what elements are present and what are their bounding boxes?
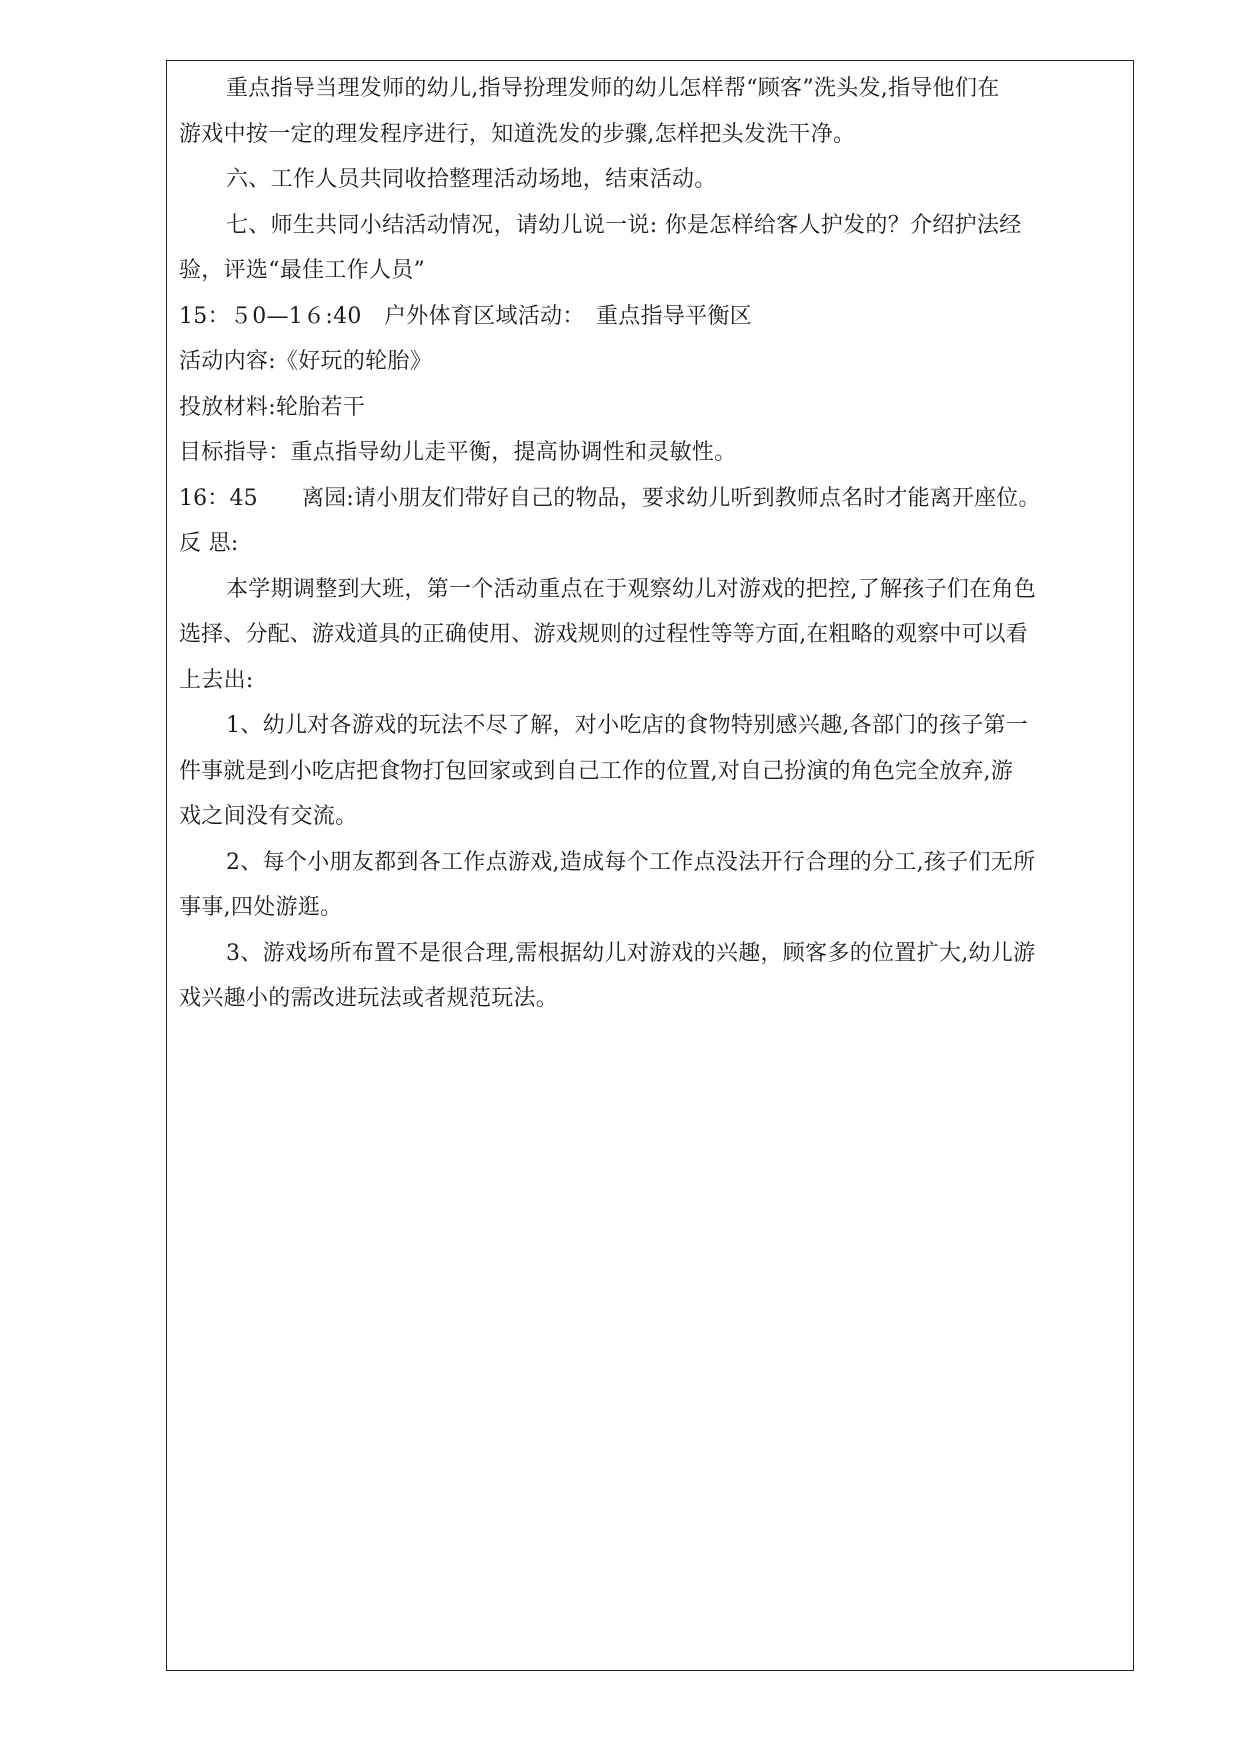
paragraph-line: 件事就是到小吃店把食物打包回家或到自己工作的位置,对自己扮演的角色完全放弃,游	[179, 758, 1013, 784]
paragraph-line: 1、幼儿对各游戏的玩法不尽了解，对小吃店的食物特别感兴趣,各部门的孩子第一	[226, 713, 1029, 738]
paragraph-line: 六、工作人员共同收拾整理活动场地，结束活动。	[226, 167, 717, 192]
paragraph-line: 戏兴趣小的需改进玩法或者规范玩法。	[179, 986, 559, 1011]
paragraph-line: 事事,四处游逛。	[179, 895, 343, 920]
paragraph-line: 七、师生共同小结活动情况，请幼儿说一说: 你是怎样给客人护发的？介绍护法经	[226, 212, 1022, 238]
goal-line: 目标指导：重点指导幼儿走平衡，提高协调性和灵敏性。	[179, 440, 737, 465]
paragraph-line: 验，评选“最佳工作人员”	[179, 258, 426, 283]
schedule-line: 15：５0—1６:40 户外体育区域活动： 重点指导平衡区	[179, 303, 753, 329]
document-frame	[166, 60, 1134, 1671]
paragraph-line: 游戏中按一定的理发程序进行，知道洗发的步骤,怎样把头发洗干净。	[179, 121, 856, 147]
document-body	[179, 66, 1121, 1022]
paragraph-line: 上去出:	[179, 667, 254, 693]
activity-content-line: 活动内容:《好玩的轮胎》	[179, 349, 433, 374]
dismissal-line: 16：45 离园:请小朋友们带好自己的物品，要求幼儿听到教师点名时才能离开座位。	[179, 485, 1041, 511]
paragraph-line: 选择、分配、游戏道具的正确使用、游戏规则的过程性等等方面,在粗略的观察中可以看	[179, 622, 1028, 647]
reflection-heading: 反 思:	[179, 531, 239, 556]
paragraph-line: 重点指导当理发师的幼儿,指导扮理发师的幼儿怎样帮“顾客”洗头发,指导他们在	[226, 76, 1000, 101]
paragraph-line: 戏之间没有交流。	[179, 804, 358, 829]
paragraph-line: 3、游戏场所布置不是很合理,需根据幼儿对游戏的兴趣，顾客多的位置扩大,幼儿游	[226, 940, 1036, 966]
materials-line: 投放材料:轮胎若干	[179, 394, 366, 420]
paragraph-line: 本学期调整到大班，第一个活动重点在于观察幼儿对游戏的把控,了解孩子们在角色	[226, 576, 1037, 602]
paragraph-line: 2、每个小朋友都到各工作点游戏,造成每个工作点没法开行合理的分工,孩子们无所	[226, 849, 1036, 875]
